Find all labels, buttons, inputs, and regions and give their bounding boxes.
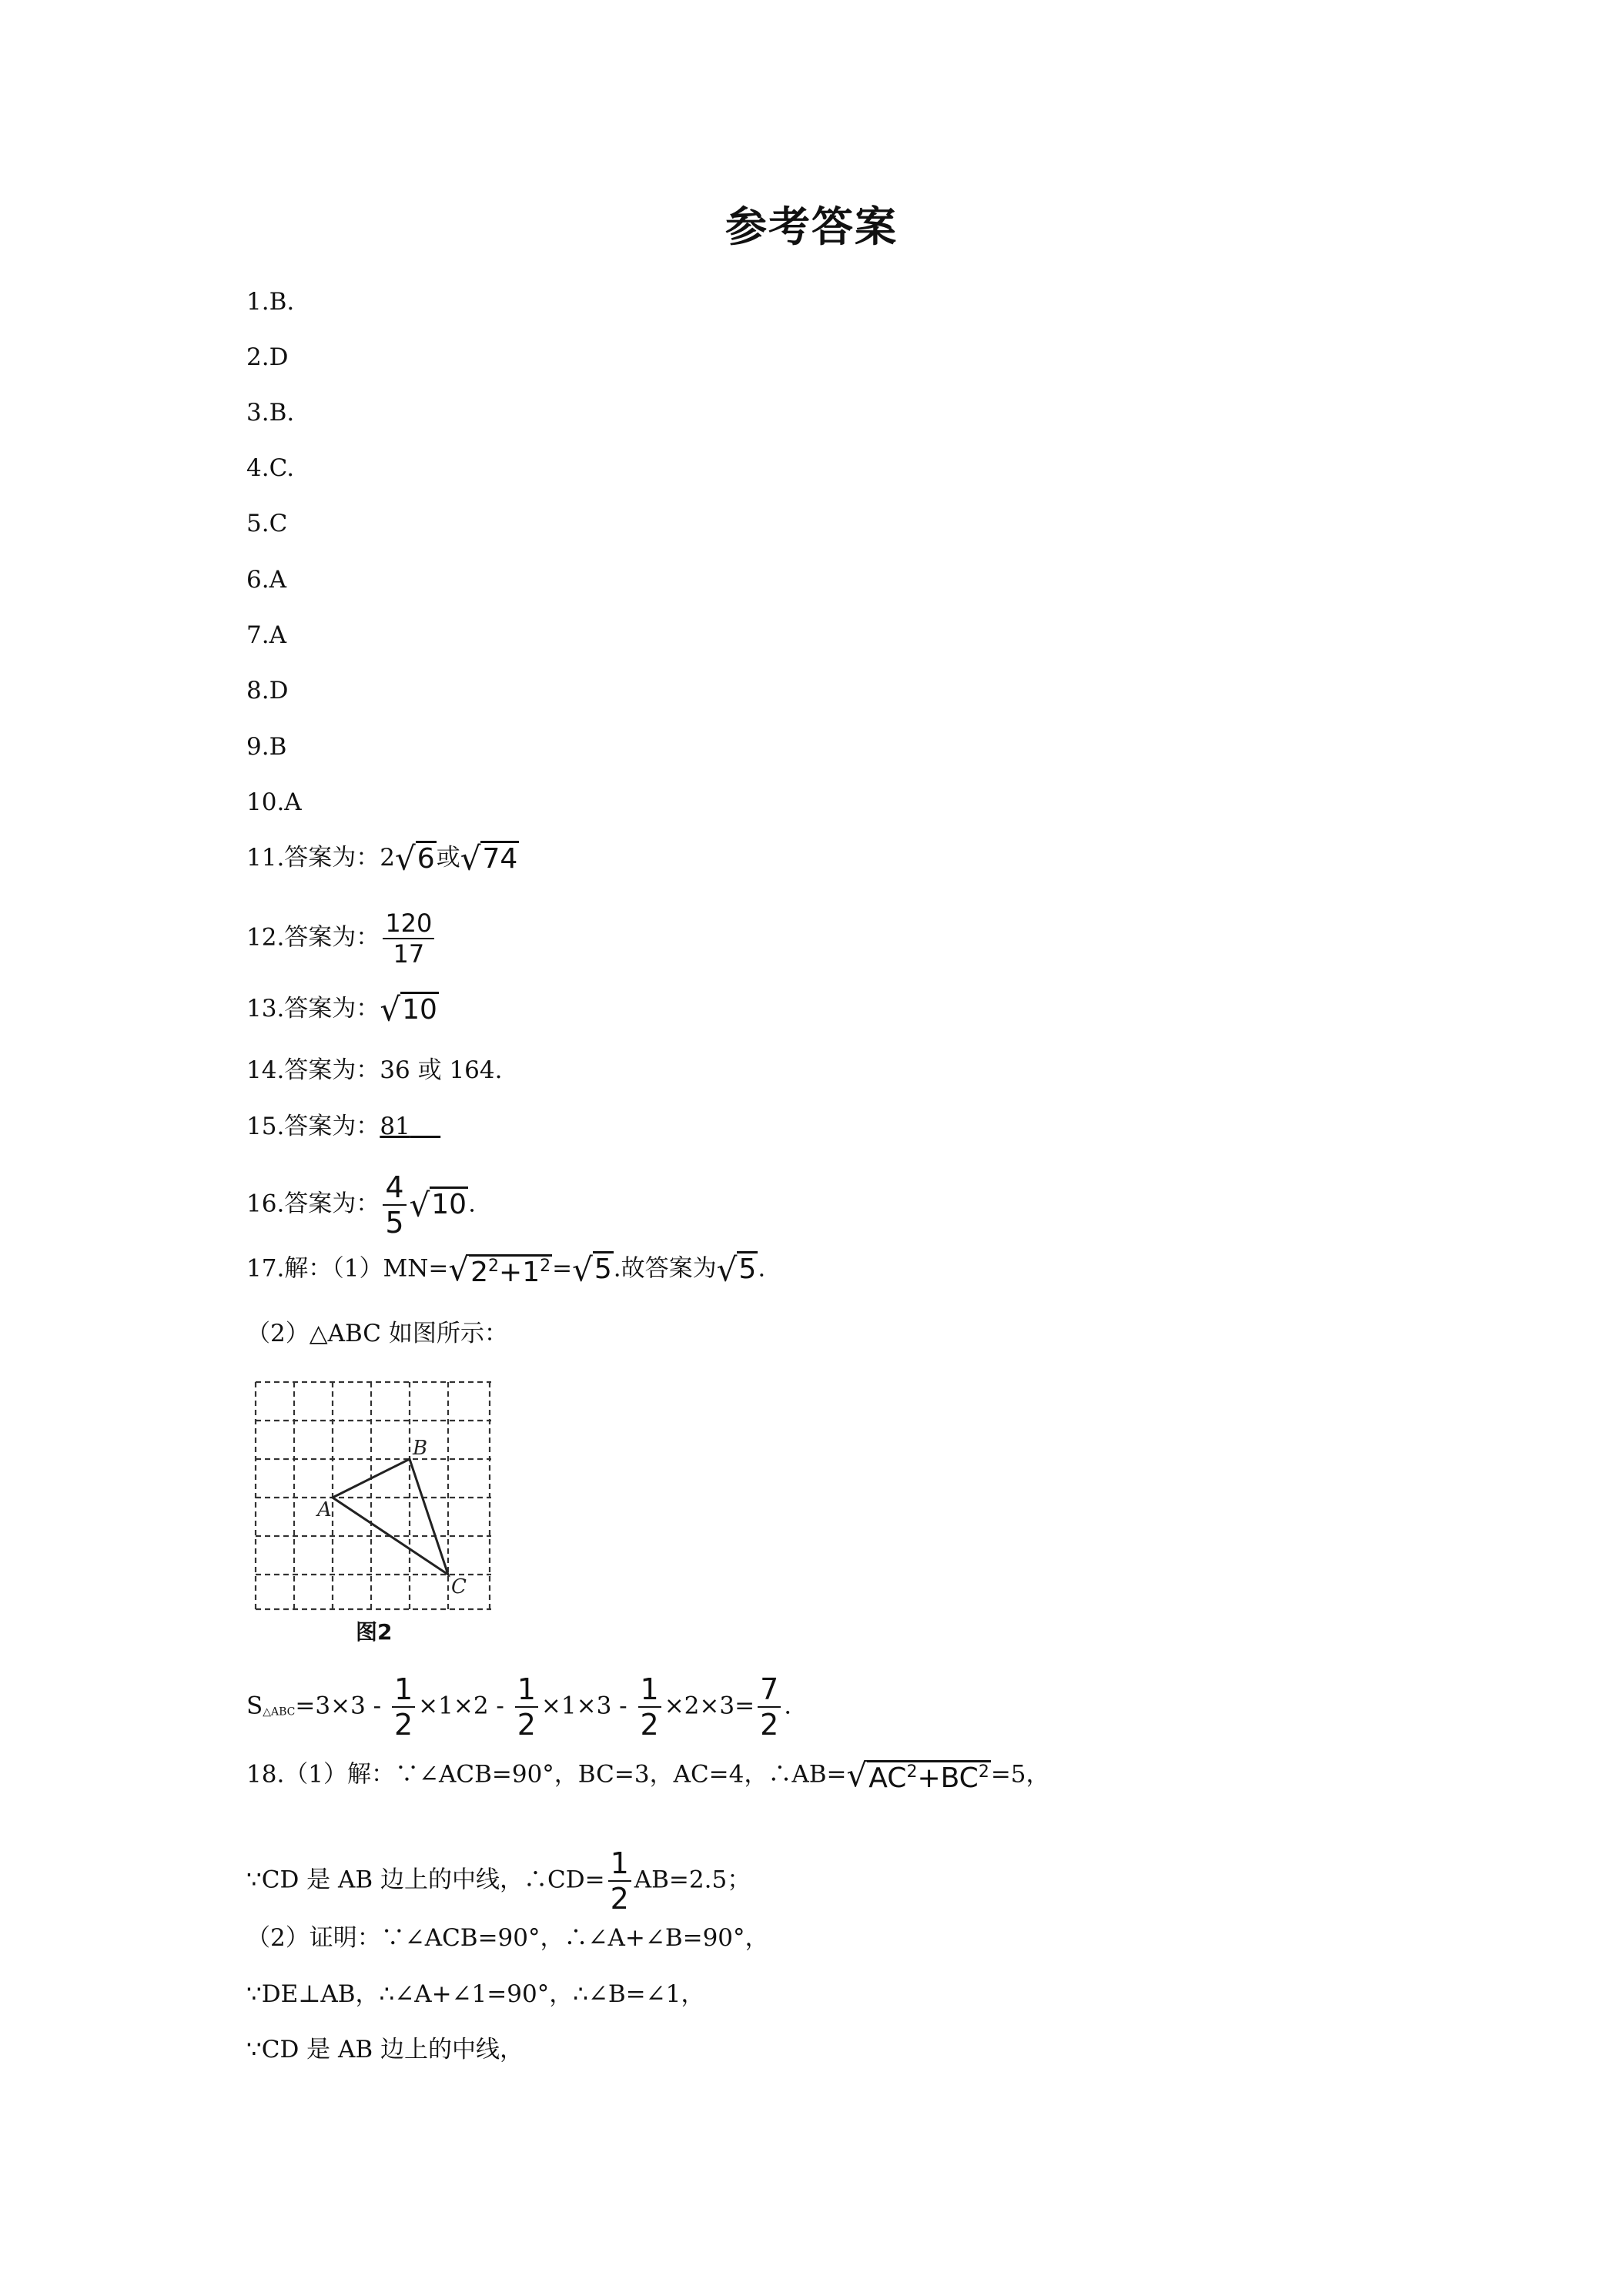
label-c: C: [451, 1575, 467, 1598]
sqrt-10: √10: [380, 990, 437, 1029]
q17-line2: （2）△ABC 如图所示：: [246, 1320, 508, 1347]
q18-line4: ∵DE⊥AB，∴∠A+∠1=90°，∴∠B=∠1，: [246, 1980, 705, 2008]
q18-line1: 18.（1）解：∵∠ACB=90°，BC=3，AC=4，$\therefore AB=√AC^2+BC^2=5$，: [246, 1756, 1050, 1794]
answer-7: 7.A: [246, 621, 286, 649]
answer-11: [246, 839, 519, 878]
answer-15-value: 81: [380, 1113, 410, 1140]
sqrt-74: √74: [460, 839, 518, 878]
fraction-half-cd: $\frac{1}{2}$: [608, 1846, 631, 1916]
answer-10: 10.A: [246, 788, 302, 816]
q18-line5: ∵CD 是 AB 边上的中线，: [246, 2036, 524, 2063]
answer-14: 14.答案为：36 或 164.: [246, 1056, 503, 1084]
answer-15: [246, 1111, 440, 1142]
sqrt-10b: √10: [409, 1186, 467, 1224]
page-title: 参考答案: [725, 202, 898, 251]
sqrt-mn: $√2^2+1^2$: [448, 1250, 551, 1288]
answer-8: 8.D: [246, 677, 289, 705]
fraction-4-5: $\frac{4}{5}$: [383, 1170, 406, 1240]
fraction-half-1: $\frac{1}{2}$: [392, 1672, 415, 1742]
answer-5: 5.C: [246, 510, 288, 537]
answer-6: 6.A: [246, 566, 286, 594]
answer-13-prefix: 13.答案为：: [246, 995, 380, 1022]
q17-line1: 17.解：$(1)MN=√2^2+1^2=√5$.故答案为√5.: [246, 1250, 766, 1289]
fraction-seven-halves: $\frac{7}{2}$: [758, 1672, 781, 1742]
answer-11-prefix: 11.答案为：2: [246, 844, 396, 872]
q18-line3: （2）证明：∵∠ACB=90°，∴∠A+∠B=90°，: [246, 1924, 769, 1952]
q17-area: S△ABC=3×3 - $\frac{1}{2}$ ×1×2 - $\frac{1}{2}$ ×1×3 - $\frac{1}{2}$ ×2×3= $\frac{7}{2}$ .: [246, 1672, 792, 1742]
fraction-half-3: $\frac{1}{2}$: [638, 1672, 661, 1742]
grid-triangle-figure: [245, 1374, 499, 1613]
label-a: A: [317, 1498, 332, 1521]
fraction-half-2: $\frac{1}{2}$: [515, 1672, 538, 1742]
sqrt-ab: $√AC^2+BC^2$: [846, 1756, 989, 1794]
q18-line2: ∵CD 是 AB 边上的中线，∴CD= $\frac{1}{2}$ AB=2.5；: [246, 1846, 751, 1916]
answer-16-prefix: 16.答案为：: [246, 1190, 380, 1218]
sqrt-6: √6: [395, 839, 435, 878]
answer-9: 9.B: [246, 733, 287, 761]
answer-1: 1.B.: [246, 288, 295, 316]
answer-4: 4.C.: [246, 454, 295, 482]
fraction-120-17: $\frac{120}{17}$: [383, 909, 434, 969]
answer-15-prefix: 15.答案为：: [246, 1113, 380, 1140]
answer-3: 3.B.: [246, 399, 295, 427]
answer-12-prefix: 12.答案为：: [246, 923, 380, 952]
answer-2: 2.D: [246, 343, 289, 371]
figure-caption: 图2: [356, 1619, 393, 1645]
answer-12: [246, 909, 437, 969]
answer-11-or: 或: [436, 844, 460, 872]
sqrt-5b: √5: [716, 1250, 757, 1289]
answer-13: [246, 990, 439, 1029]
answer-16: 16.答案为： $\frac{4}{5}$ √10.: [246, 1170, 476, 1240]
label-b: B: [413, 1437, 428, 1460]
sqrt-5a: √5: [572, 1250, 612, 1289]
